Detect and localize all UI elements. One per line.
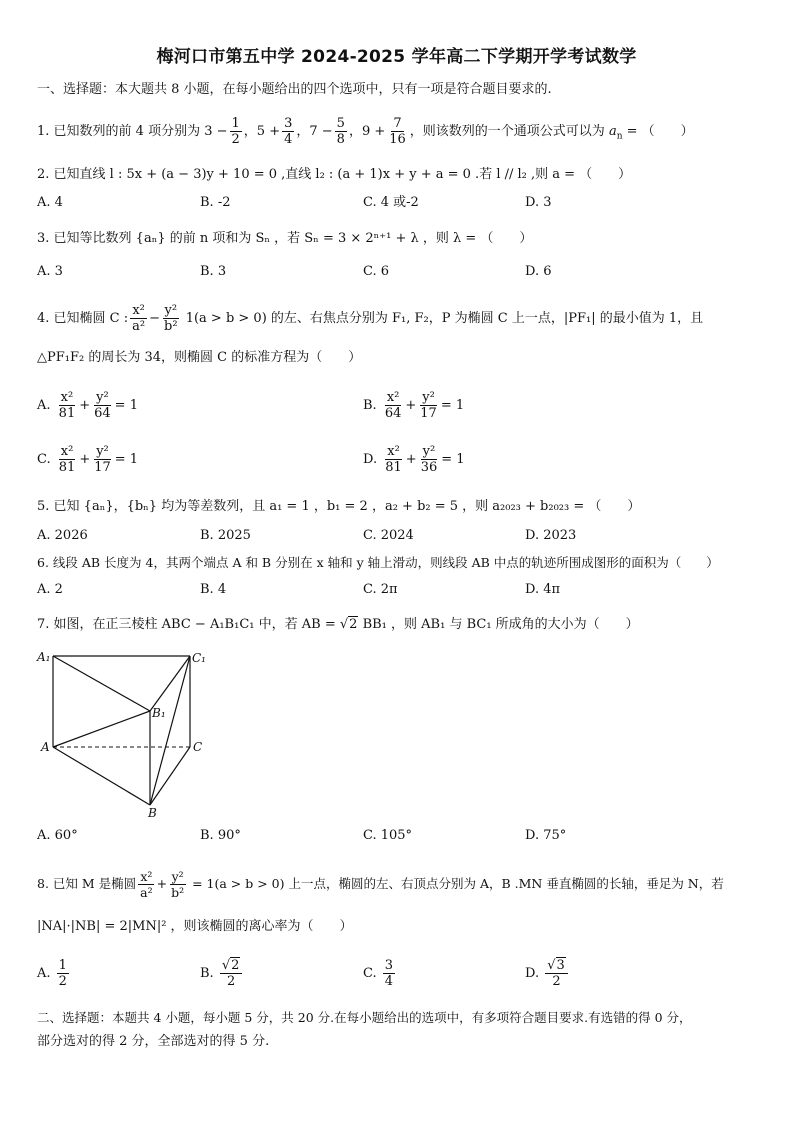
q4-option-d: D. $\frac{\text{x²}}{81}$ + $\frac{\text{y²}}{36}$ = 1 bbox=[363, 444, 465, 475]
question-1: 1. 已知数列的前 4 项分别为 3 − $\frac{1}{2}$ ，5 + $\frac{3}{4}$ ，7 − $\frac{5}{8}$ ，9 + $\frac{7}{16}$ ，则该数列的一个通项公式可以为 $a_n$ = （ ） bbox=[37, 116, 694, 147]
q7-option-d: D. 75° bbox=[525, 828, 567, 843]
question-8-line2: |NA|·|NB| = 2|MN|² ，则该椭圆的离心率为（ ） bbox=[37, 919, 353, 934]
q5-option-c: C. 2024 bbox=[363, 528, 414, 543]
segment-ab1 bbox=[53, 711, 150, 747]
section2-heading-line2: 部分选对的得 2 分，全部选对的得 5 分. bbox=[37, 1034, 270, 1049]
q2-option-a: A. 4 bbox=[37, 195, 63, 210]
question-4-line2: △PF₁F₂ 的周长为 34，则椭圆 C 的标准方程为（ ） bbox=[37, 350, 362, 365]
q2-option-d: D. 3 bbox=[525, 195, 552, 210]
fraction: $\frac{3}{4}$ bbox=[284, 116, 293, 147]
fraction: $\frac{\text{y²}}{\text{b²}}$ bbox=[164, 303, 178, 334]
label-c1: C₁ bbox=[192, 651, 206, 665]
section1-heading: 一、选择题：本大题共 8 小题，在每小题给出的四个选项中，只有一项是符合题目要求的. bbox=[37, 82, 552, 97]
q5-option-d: D. 2023 bbox=[525, 528, 577, 543]
q5-option-b: B. 2025 bbox=[200, 528, 251, 543]
q3-option-c: C. 6 bbox=[363, 264, 390, 279]
fraction: $\frac{7}{16}$ bbox=[389, 116, 406, 147]
question-5: 5. 已知 {aₙ}，{bₙ} 均为等差数列，且 a₁ = 1 ，b₁ = 2 ，a₂ + b₂ = 5 ，则 a₂₀₂₃ + b₂₀₂₃ = （ ） bbox=[37, 499, 641, 514]
q2-option-c: C. 4 或-2 bbox=[363, 195, 419, 210]
q5-option-a: A. 2026 bbox=[37, 528, 88, 543]
q4-option-a: A. $\frac{\text{x²}}{81}$ + $\frac{\text{y²}}{64}$ = 1 bbox=[37, 390, 138, 421]
q7-option-c: C. 105° bbox=[363, 828, 413, 843]
fraction: $\frac{\text{y²}}{\text{b²}}$ bbox=[171, 869, 185, 900]
edge-cb bbox=[150, 747, 190, 805]
fraction: $\frac{5}{8}$ bbox=[336, 116, 345, 147]
edge-c1b1 bbox=[150, 656, 190, 711]
label-b: B bbox=[148, 806, 157, 820]
q4-option-c: C. $\frac{\text{x²}}{81}$ + $\frac{\text{y²}}{17}$ = 1 bbox=[37, 444, 139, 475]
fraction: $\frac{\text{x²}}{\text{a²}}$ bbox=[132, 303, 146, 334]
q6-option-c: C. 2π bbox=[363, 582, 398, 597]
edge-ab bbox=[53, 747, 150, 805]
label-b1: B₁ bbox=[152, 706, 166, 720]
q8-option-a: A. $\frac{1}{2}$ bbox=[37, 958, 67, 989]
question-2: 2. 已知直线 l : 5x + (a − 3)y + 10 = 0 ,直线 l₂ : (a + 1)x + y + a = 0 .若 l // l₂ ,则 a = （ ） bbox=[37, 167, 632, 182]
prism-figure bbox=[35, 645, 210, 820]
question-6: 6. 线段 AB 长度为 4，其两个端点 A 和 B 分别在 x 轴和 y 轴上滑动，则线段 AB 中点的轨迹所围成图形的面积为（ ） bbox=[37, 555, 719, 570]
label-a1: A₁ bbox=[37, 650, 51, 664]
q4-option-b: B. $\frac{\text{x²}}{64}$ + $\frac{\text{y²}}{17}$ = 1 bbox=[363, 390, 465, 421]
q6-option-a: A. 2 bbox=[37, 582, 63, 597]
sqrt-sign: √ bbox=[339, 617, 349, 632]
exam-title: 梅河口市第五中学 2024-2025 学年高二下学期开学考试数学 bbox=[156, 47, 637, 67]
fraction: $\frac{1}{2}$ bbox=[231, 116, 240, 147]
fraction: $\frac{\text{x²}}{\text{a²}}$ bbox=[140, 869, 153, 900]
q6-option-d: D. 4π bbox=[525, 582, 561, 597]
segment-bc1 bbox=[150, 656, 190, 805]
section2-heading: 二、选择题：本题共 4 小题，每小题 5 分，共 20 分.在每小题给出的选项中，有多项符合题目要求.有选错的得 0 分， bbox=[37, 1010, 692, 1025]
label-a: A bbox=[41, 740, 50, 754]
q8-option-c: C. $\frac{3}{4}$ bbox=[363, 958, 394, 989]
q2-option-b: B. -2 bbox=[200, 195, 231, 210]
q7-option-b: B. 90° bbox=[200, 828, 241, 843]
question-3: 3. 已知等比数列 {aₙ} 的前 n 项和为 Sₙ ，若 Sₙ = 3 × 2ⁿ⁺¹ + λ ，则 λ = （ ） bbox=[37, 231, 533, 246]
question-8: 8. 已知 M 是椭圆 $\frac{\text{x²}}{\text{a²}}$ + $\frac{\text{y²}}{\text{b²}}$ = 1(a > b > 0) 上一点，椭圆的左、右顶点分别为 A，B .MN 垂直椭圆的长轴，垂足为 N，若 bbox=[37, 869, 724, 900]
question-7: 7. 如图，在正三棱柱 ABC − A₁B₁C₁ 中，若 AB = √2 BB₁ ，则 AB₁ 与 BC₁ 所成角的大小为（ ） bbox=[37, 617, 639, 632]
q8-option-b: B. $\frac{√2}{2}$ bbox=[200, 958, 244, 989]
edge-a1b1 bbox=[53, 656, 150, 711]
q3-option-b: B. 3 bbox=[200, 264, 227, 279]
q3-option-a: A. 3 bbox=[37, 264, 63, 279]
label-c: C bbox=[193, 740, 203, 754]
q3-option-d: D. 6 bbox=[525, 264, 552, 279]
q8-option-d: D. $\frac{√3}{2}$ bbox=[525, 958, 570, 989]
q6-option-b: B. 4 bbox=[200, 582, 227, 597]
question-4: 4. 已知椭圆 C : $\frac{\text{x²}}{\text{a²}}$ − $\frac{\text{y²}}{\text{b²}}$ 1(a > b > 0) 的左、右焦点分别为 F₁, F₂，P 为椭圆 C 上一点，|PF₁| 的最小值为 1，且 bbox=[37, 303, 704, 334]
q7-option-a: A. 60° bbox=[37, 828, 78, 843]
